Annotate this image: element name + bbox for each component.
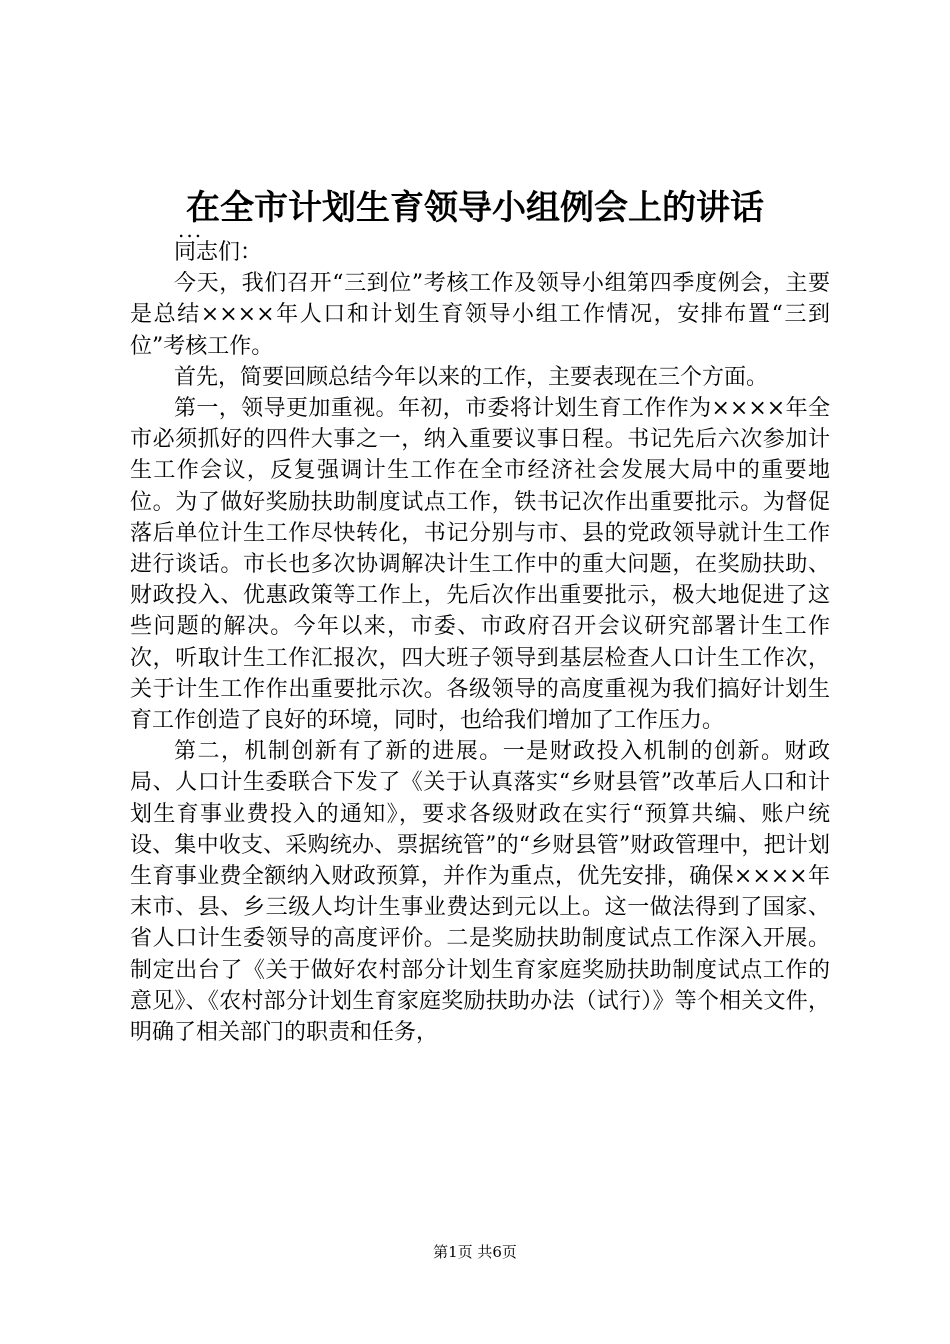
body-paragraph: 今天，我们召开“三到位”考核工作及领导小组第四季度例会，主要是总结××××年人口和计划生育领导小组工作情况，安排布置“三到位”考核工作。 bbox=[130, 271, 830, 359]
body-paragraph: 第一，领导更加重视。年初，市委将计划生育工作作为××××年全市必须抓好的四件大事之一，纳入重要议事日程。书记先后六次参加计生工作会议，反复强调计生工作在全市经济社会发展大局中的重要地位。为了做好奖励扶助制度试点工作，铁书记次作出重要批示。为督促落后单位计生工作尽快转化，书记分别与市、县的党政领导就计生工作进行谈话。市长也多次协调解决计生工作中的重大问题，在奖励扶助、财政投入、优惠政策等工作上，先后次作出重要批示，极大地促进了这些问题的解决。今年以来，市委、市政府召开会议研究部署计生工作次，听取计生工作汇报次，四大班子领导到基层检查人口计生工作次，关于计生工作作出重要批示次。各级领导的高度重视为我们搞好计划生育工作创造了良好的环境，同时，也给我们增加了工作压力。 bbox=[130, 396, 830, 734]
body-paragraph: 首先，简要回顾总结今年以来的工作，主要表现在三个方面。 bbox=[174, 364, 769, 390]
page-footer: 第1页 共6页 bbox=[433, 1243, 517, 1261]
document-body bbox=[130, 237, 830, 1048]
ellipsis-mark: ... bbox=[178, 218, 204, 242]
body-paragraph: 第二，机制创新有了新的进展。一是财政投入机制的创新。财政局、人口计生委联合下发了《关于认真落实“乡财县管”改革后人口和计划生育事业费投入的通知》，要求各级财政在实行“预算共编、账户统设、集中收支、采购统办、票据统管”的“乡财县管”财政管理中，把计划生育事业费全额纳入财政预算，并作为重点，优先安排，确保××××年末市、县、乡三级人均计生事业费达到元以上。这一做法得到了国家、省人口计生委领导的高度评价。二是奖励扶助制度试点工作深入开展。制定出台了《关于做好农村部分计划生育家庭奖励扶助制度试点工作的意见》、《农村部分计划生育家庭奖励扶助办法（试行）》等个相关文件，明确了相关部门的职责和任务， bbox=[130, 739, 830, 1046]
salutation-paragraph: 同志们： bbox=[174, 240, 263, 265]
document-title: 在全市计划生育领导小组例会上的讲话 bbox=[186, 188, 764, 228]
